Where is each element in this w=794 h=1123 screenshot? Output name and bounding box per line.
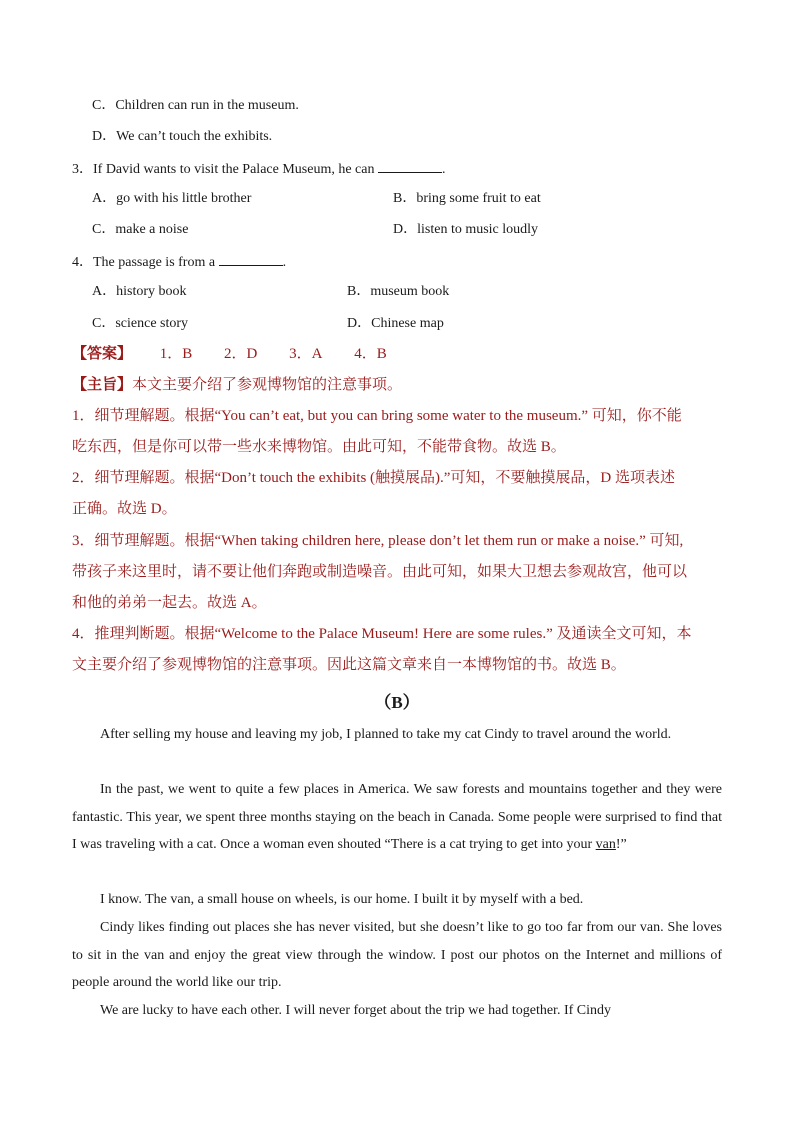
question-4 [72,251,286,273]
option-4a: A．history book [92,284,187,299]
explanation-3-line-3: 和他的弟弟一起去。故选 A。 [72,595,267,611]
answer-3: 3．A [289,346,323,362]
option-3d: D．listen to music loudly [393,222,539,237]
option-4d: D．Chinese map [347,316,444,331]
passage-paragraph-2: In the past, we went to quite a few places in America. We saw forests and mountains together and they were fantastic. This year, we spent three months staying on the beach in Canada. Some people were surprised to find that I was traveling with a cat. Once a woman even shouted “There is a cat trying to get into your van!” [72,782,722,852]
question-4-text: 4．The passage is from a [72,255,216,270]
underlined-word-van: van [595,837,616,852]
explanation-3-line-1: 3．细节理解题。根据“When taking children here, please don’t let them run or make a noise.” 可知, [72,533,684,549]
summary-row [72,375,402,395]
answer-label: 【答案】 [72,346,133,362]
answer-blank [378,158,442,173]
question-3-text: 3．If David wants to visit the Palace Museum, he can [72,162,375,177]
answer-2: 2．D [224,346,258,362]
option-3a: A．go with his little brother [92,191,252,206]
question-3-end: . [441,162,446,177]
answer-4: 4．B [354,346,387,362]
summary-text: 本文主要介绍了参观博物馆的注意事项。 [132,377,403,393]
option-3b: B．bring some fruit to eat [393,191,541,206]
answer-row [72,344,387,364]
passage-paragraph-1: After selling my house and leaving my job, I planned to take my cat Cindy to travel around the world. [100,727,672,742]
explanation-4-line-2: 文主要介绍了参观博物馆的注意事项。因此这篇文章来自一本博物馆的书。故选 B。 [72,657,626,673]
option-2c: C．Children can run in the museum. [92,98,299,113]
explanation-1-line-2: 吃东西，但是你可以带一些水来博物馆。由此可知，不能带食物。故选 B。 [72,439,566,455]
explanation-2-line-1: 2．细节理解题。根据“Don’t touch the exhibits (触摸展品).”可知，不要触摸展品，D 选项表述 [72,470,676,486]
passage-paragraph-3: I know. The van, a small house on wheels, is our home. I built it by myself with a bed. [100,892,584,907]
option-3c: C．make a noise [92,222,189,237]
question-4-end: . [282,255,287,270]
section-b-title: （B） [374,693,420,712]
explanation-2-line-2: 正确。故选 D。 [72,501,177,517]
answer-blank [219,251,283,266]
summary-label: 【主旨】 [72,377,133,393]
answer-1: 1．B [159,346,193,362]
passage-paragraph-4: Cindy likes finding out places she has never visited, but she doesn’t like to go too far from our van. She loves to sit in the van and enjoy the great view through the window. I post our photos on the Internet and millions of people around the world like our trip. [72,920,722,990]
option-4b: B．museum book [347,284,450,299]
passage-paragraph-5: We are lucky to have each other. I will never forget about the trip we had together. If Cindy [100,1003,611,1018]
explanation-4-line-1: 4．推理判断题。根据“Welcome to the Palace Museum! Here are some rules.” 及通读全文可知，本 [72,626,692,642]
option-4c: C．science story [92,316,189,331]
question-3 [72,158,445,180]
option-2d: D．We can’t touch the exhibits. [92,129,273,144]
explanation-1-line-1: 1．细节理解题。根据“You can’t eat, but you can bring some water to the museum.” 可知，你不能 [72,408,682,424]
explanation-3-line-2: 带孩子来这里时，请不要让他们奔跑或制造噪音。由此可知，如果大卫想去参观故宫，他可以 [72,564,688,580]
